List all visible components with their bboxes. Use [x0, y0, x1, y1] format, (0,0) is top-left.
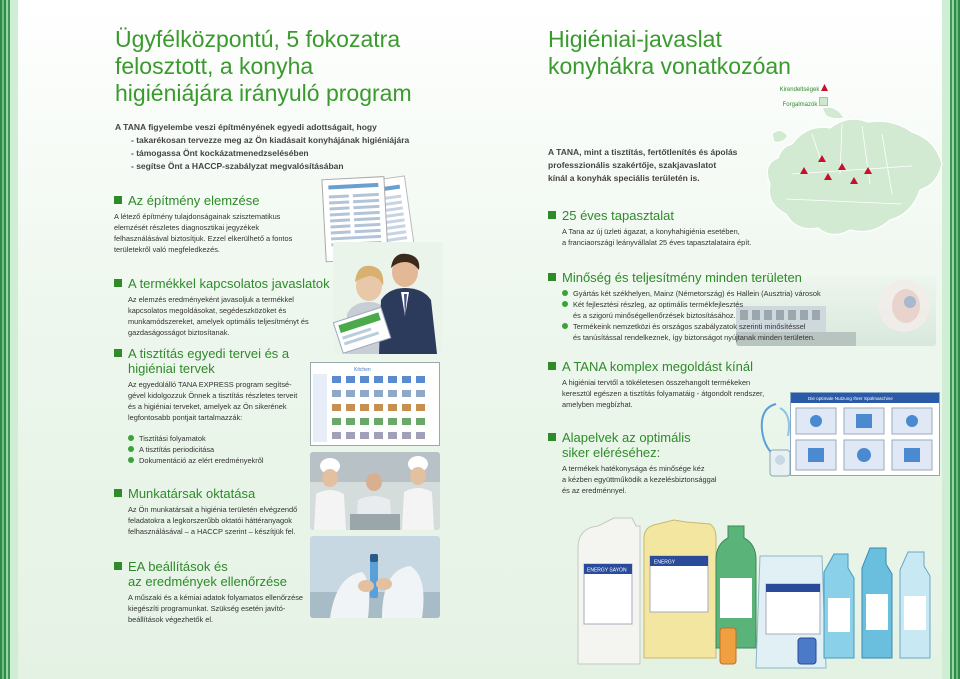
section-title-text: A TANA komplex megoldást kínál: [562, 359, 754, 374]
section-title-text: Munkatársak oktatása: [128, 486, 256, 501]
dosing-equipment-illustration: [756, 400, 796, 478]
list-item-text: Tisztítási folyamatok: [139, 434, 206, 443]
list-item-text: A tisztítás periodicitása: [139, 445, 215, 454]
body-line: A Tana az új üzleti ágazat, a konyhahigiénia esetében,: [562, 227, 740, 236]
consultants-photo: [333, 242, 443, 354]
body-line: amelyben megbízhat.: [562, 400, 633, 409]
intro-line: - takarékosan tervezze meg az Ön kiadásait konyhájának higiéniájára: [131, 135, 410, 145]
list-item-text: Dokumentáció az elért eredményekről: [139, 456, 264, 465]
list-item: [562, 321, 838, 332]
section-cleaning-plans: [114, 346, 314, 466]
list-item: [562, 288, 838, 299]
square-bullet-icon: [114, 279, 122, 287]
intro-line: - segítse Önt a HACCP-szabályzat megvalósításában: [131, 161, 344, 171]
left-page-title: [115, 26, 412, 107]
body-line: legfontosabb pontjait tartalmazzák:: [128, 413, 243, 422]
left-title-line: higiéniájára irányuló program: [115, 80, 412, 106]
section-title-text: siker eléréséhez:: [562, 445, 661, 460]
body-line: munkamódszereket, amelyek optimális teljesítményt és: [128, 317, 309, 326]
section-body: [114, 592, 314, 625]
bullet-dot-icon: [128, 446, 134, 452]
section-body: [548, 226, 788, 248]
section-title-text: A tisztítás egyedi tervei és a: [128, 346, 290, 361]
cleaning-plan-list: [114, 433, 314, 466]
section-title-text: EA beállítások és: [128, 559, 228, 574]
body-line: elemzését részletes diagnosztikai jegyzékek: [114, 223, 260, 232]
section-staff-training: [114, 486, 314, 537]
body-line: beállítások végezhetők el.: [128, 615, 214, 624]
section-body: [114, 294, 334, 338]
left-title-line: felosztott, a konyha: [115, 53, 314, 79]
body-line: és a higiéniai terveket, amelyek az Ön sikerének: [128, 402, 287, 411]
section-body: [548, 377, 788, 410]
square-bullet-icon: [114, 196, 122, 204]
body-line: Az elemzés eredményeként javasoljuk a termékkel: [128, 295, 294, 304]
section-title: [114, 193, 314, 208]
quality-list: [548, 288, 838, 343]
body-line: területekről való megfeledkezés.: [114, 245, 220, 254]
section-principles: [548, 430, 748, 496]
office-marker-icon: [821, 84, 828, 91]
body-line: felhasználásával biztosítjuk. Ezzel elkerülhető a fontos: [114, 234, 293, 243]
bullet-dot-icon: [562, 290, 568, 296]
section-title-text: Az építmény elemzése: [128, 193, 260, 208]
body-line: A termékek hatékonysága és minősége kéz: [562, 464, 705, 473]
body-line: felhasználásával – a HACCP szerint – készítjük fel.: [128, 527, 296, 536]
section-building-analysis: [114, 193, 314, 255]
bullet-dot-icon: [562, 323, 568, 329]
list-item: [128, 444, 314, 455]
section-title: [114, 486, 314, 501]
section-title-text: Minőség és teljesítmény minden területen: [562, 270, 802, 285]
section-title-text: Alapelvek az optimális: [562, 430, 691, 445]
cleaning-products-illustration: [570, 508, 940, 673]
section-25-years: [548, 208, 788, 248]
section-body: [114, 504, 314, 537]
list-item: [128, 455, 314, 466]
body-line: a kézben együttműködik a kezelésbiztonsággal: [562, 475, 717, 484]
section-title-text: higiéniai tervek: [128, 361, 215, 376]
intro-line: A TANA, mint a tisztítás, fertőtlenítés és ápolás: [548, 147, 738, 157]
section-title: [548, 270, 838, 285]
intro-line: kínál a konyhák speciális területén is.: [548, 173, 700, 183]
section-body: [548, 463, 748, 496]
left-intro: [115, 121, 409, 173]
square-bullet-icon: [114, 562, 122, 570]
right-edge-stripes: [942, 0, 960, 679]
section-title: [548, 359, 788, 374]
section-title-text: A termékkel kapcsolatos javaslatok: [128, 276, 330, 291]
legend-offices: [740, 84, 828, 93]
list-item-continuation: és tanúsítással rendelkeznek, így biztonságot nyújtanak minden területen.: [573, 333, 815, 342]
square-bullet-icon: [548, 362, 556, 370]
bullet-dot-icon: [562, 301, 568, 307]
square-bullet-icon: [548, 211, 556, 219]
list-item-text: Két fejlesztési részleg, az optimális termékfejlesztés: [573, 300, 744, 309]
square-bullet-icon: [548, 273, 556, 281]
section-title: [548, 208, 788, 223]
poster-title: Die optimale Nutzung Ihrer Spülmaschine: [808, 396, 893, 401]
legend-distributors-text: Forgalmazók: [782, 102, 818, 108]
body-line: kapcsolatos megoldásokat, segédeszközöket és: [128, 306, 287, 315]
intro-line: - támogassa Önt kockázatmenedzselésében: [131, 148, 309, 158]
list-item-text: Gyártás két székhelyen, Mainz (Németország) és Hallein (Ausztria) városok: [573, 289, 821, 298]
body-line: A műszaki és a kémiai adatok folyamatos ellenőrzése: [128, 593, 303, 602]
body-line: keresztül egészen a tisztítás folyamatáig - átgondolt rendszer,: [562, 389, 765, 398]
body-line: kiegészíti programunkat. Szükség esetén javító-: [128, 604, 286, 613]
right-page-title: [548, 26, 791, 80]
product-label: ENERGY SAYON: [587, 567, 627, 574]
body-line: Az Ön munkatársait a higiénia területén elvégzendő: [128, 505, 298, 514]
body-line: A létező építmény tulajdonságainak szisztematikus: [114, 212, 281, 221]
list-item: [562, 299, 838, 310]
water-testing-photo: [310, 536, 440, 618]
section-complex-solution: [548, 359, 788, 410]
body-line: A higiéniai tervtől a tökéletesen összehangolt termékeken: [562, 378, 751, 387]
right-title-line: Higiéniai-javaslat: [548, 26, 722, 52]
section-title: [114, 559, 314, 589]
list-item: [128, 433, 314, 444]
list-item-continuation: és a szigorú minőségellenőrzések biztosításához.: [573, 311, 736, 320]
section-title: [114, 276, 334, 291]
intro-line: A TANA figyelembe veszi építményének egyedi adottságait, hogy: [115, 122, 377, 132]
bullet-dot-icon: [128, 435, 134, 441]
section-body: [114, 211, 314, 255]
section-title: [548, 430, 748, 460]
left-title-line: Ügyfélközpontú, 5 fokozatra: [115, 26, 401, 52]
section-product-recommendations: [114, 276, 334, 338]
body-line: gével kidolgozzuk Önnek a tisztítás részletes terveit: [128, 391, 298, 400]
square-bullet-icon: [114, 489, 122, 497]
dishwasher-poster: [790, 392, 940, 476]
section-body: [114, 379, 314, 423]
kitchen-chart-label: Kitchen: [354, 367, 371, 373]
list-item-text: Termékeink nemzetközi és országos szabályzatok szerinti minősítéssel: [573, 322, 806, 331]
product-label: ENERGY: [654, 559, 676, 566]
section-title: [114, 346, 314, 376]
section-quality: [548, 270, 838, 343]
right-title-line: konyhákra vonatkozóan: [548, 53, 791, 79]
body-line: gazdaságosságot biztosítanak.: [128, 328, 230, 337]
section-title-text: az eredmények ellenőrzése: [128, 574, 287, 589]
body-line: a franciaországi leányvállalat 25 éves tapasztalataira épít.: [562, 238, 752, 247]
chefs-training-photo: [310, 452, 440, 530]
body-line: Az egyedülálló TANA EXPRESS program segítsé-: [128, 380, 292, 389]
square-bullet-icon: [114, 349, 122, 357]
legend-offices-text: Kirendeltségek: [779, 87, 820, 93]
section-settings-control: [114, 559, 314, 625]
square-bullet-icon: [548, 433, 556, 441]
kitchen-hygiene-chart: [310, 362, 440, 446]
bullet-dot-icon: [128, 457, 134, 463]
body-line: feladatokra a legkorszerűbb oktatói háttéranyagok: [128, 516, 292, 525]
intro-line: professzionális szakértője, szakjavaslatot: [548, 160, 717, 170]
left-edge-stripes: [0, 0, 18, 679]
right-intro: [548, 146, 737, 185]
body-line: és az eredménnyel.: [562, 486, 627, 495]
section-title-text: 25 éves tapasztalat: [562, 208, 675, 223]
